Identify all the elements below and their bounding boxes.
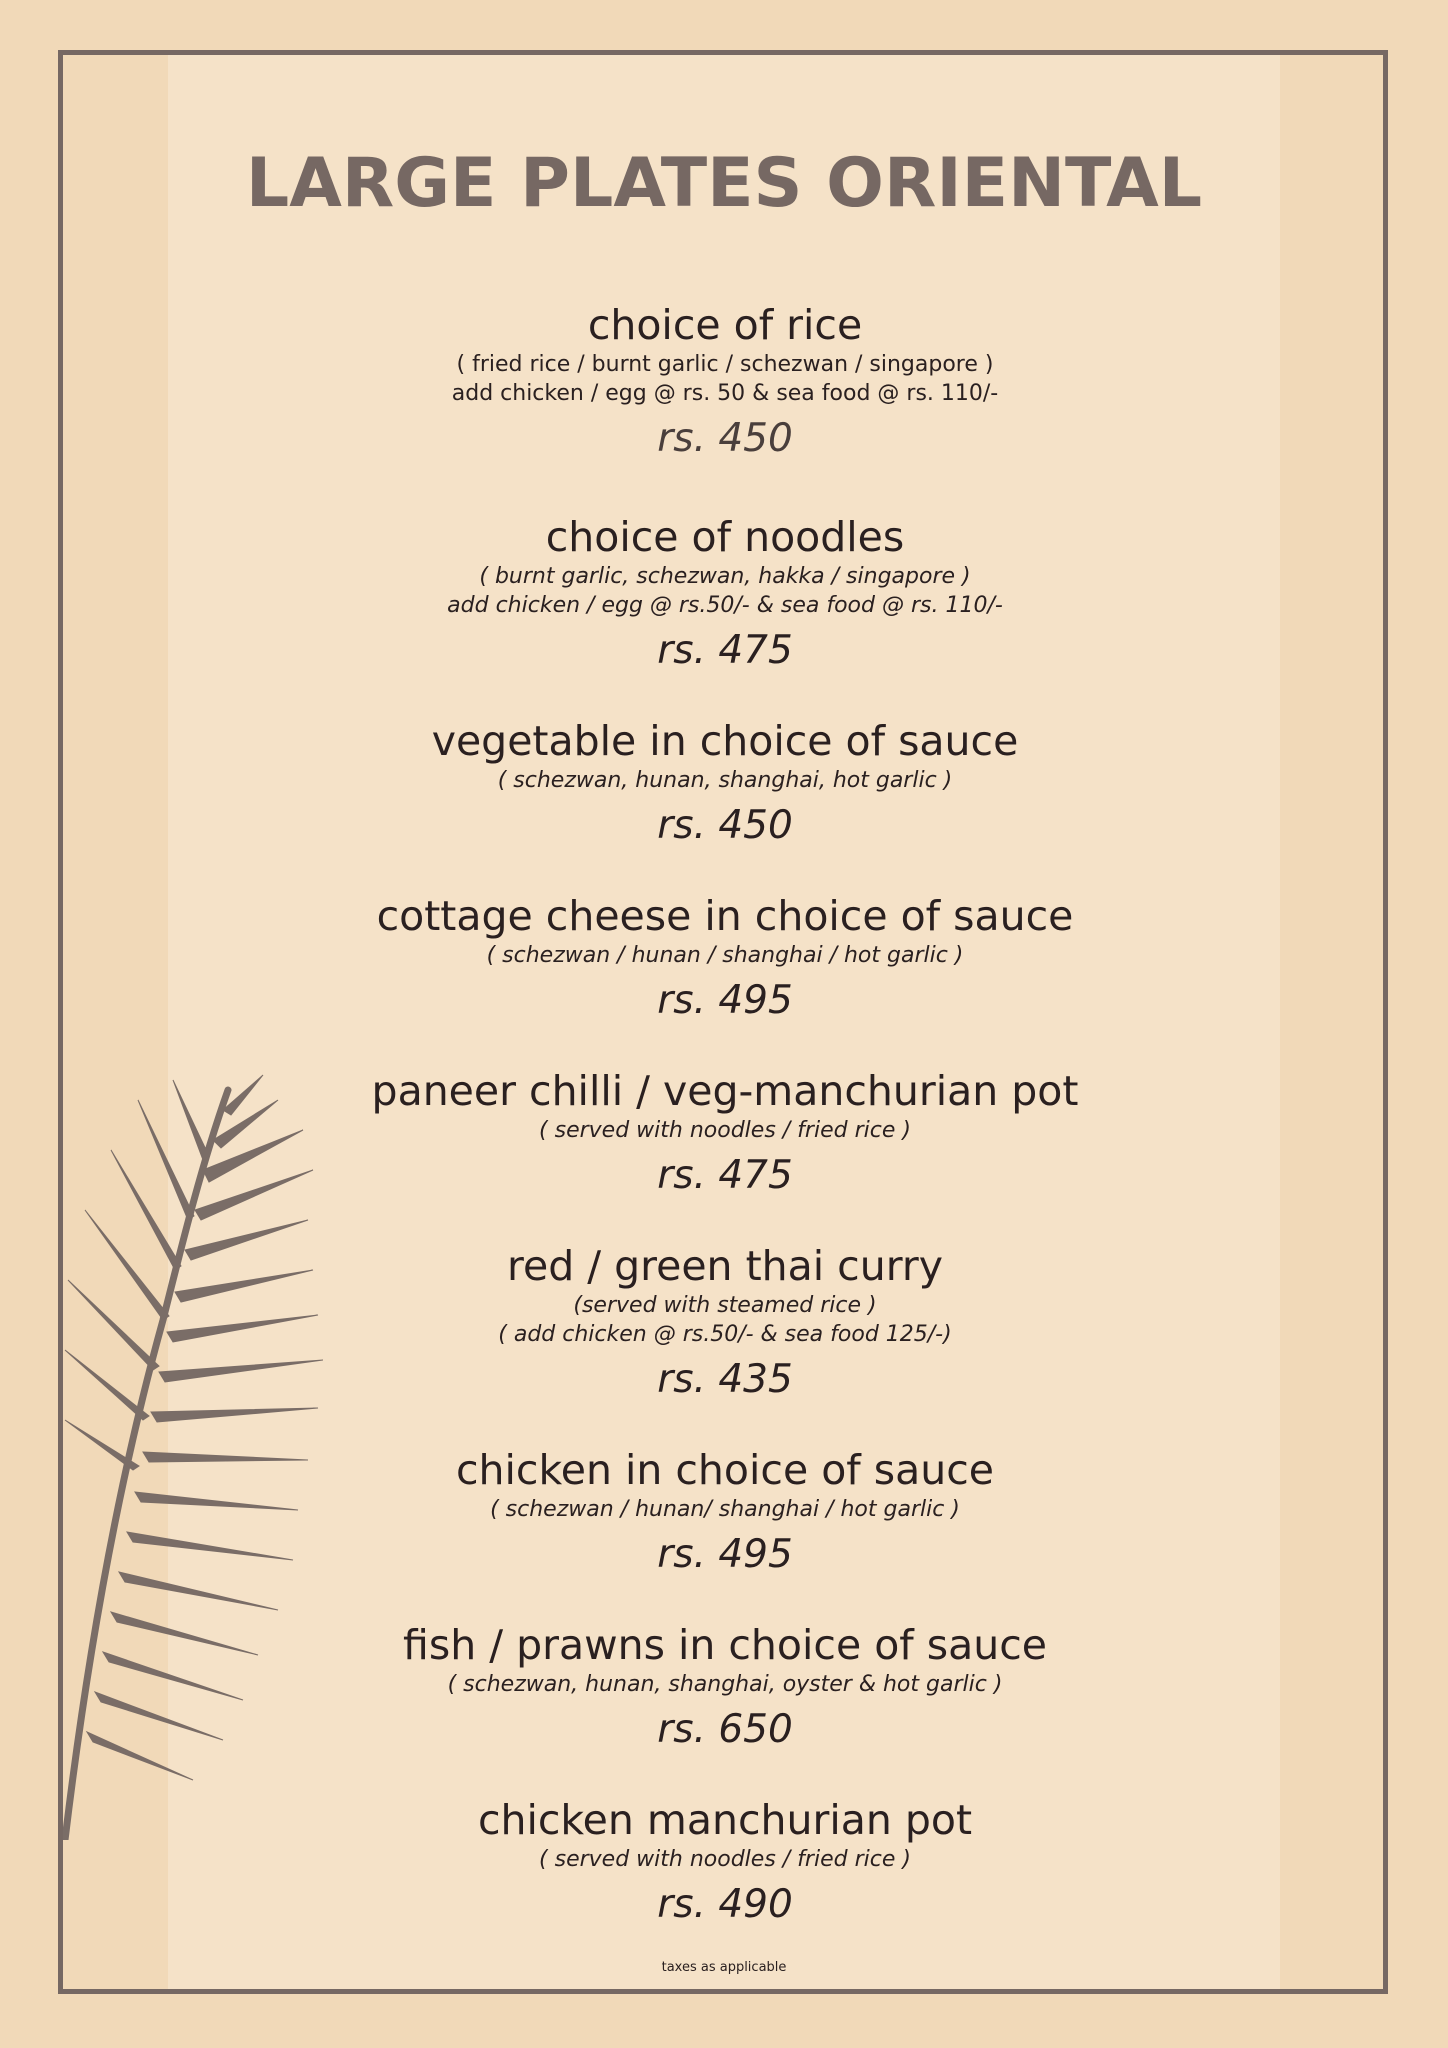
menu-title: LARGE PLATES ORIENTAL [245, 144, 1203, 223]
menu-item [330, 1795, 1120, 1930]
menu-item-price: rs. 495 [657, 978, 793, 1023]
menu-item-price: rs. 475 [657, 1153, 793, 1198]
menu-item [330, 1620, 1120, 1755]
menu-item-description: (served with steamed rice ) [573, 1293, 877, 1318]
menu-item-name: choice of rice [587, 301, 863, 349]
menu-item-description: add chicken / egg @ rs.50/- & sea food @ rs. 110/- [447, 593, 1003, 618]
menu-item-price: rs. 435 [657, 1357, 793, 1402]
menu-item [330, 891, 1120, 1026]
menu-item-description: add chicken / egg @ rs. 50 & sea food @ rs. 110/- [451, 381, 999, 406]
menu-item [330, 716, 1120, 851]
menu-item [330, 512, 1120, 676]
menu-item-description: ( served with noodles / fried rice ) [539, 1847, 911, 1872]
menu-item-name: choice of noodles [545, 513, 905, 561]
menu-item-name: vegetable in choice of sauce [431, 717, 1019, 765]
menu-item-description: ( schezwan / hunan/ shanghai / hot garlic ) [490, 1497, 960, 1522]
menu-item-name: cottage cheese in choice of sauce [376, 892, 1074, 940]
menu-item [330, 1066, 1120, 1201]
menu-item-price: rs. 490 [657, 1882, 793, 1927]
menu-item-price: rs. 475 [657, 628, 793, 673]
menu-item-description: ( schezwan / hunan / shanghai / hot garlic ) [486, 943, 964, 968]
menu-item [330, 1241, 1120, 1405]
menu-item-name: chicken in choice of sauce [456, 1446, 994, 1494]
menu-item-name: chicken manchurian pot [477, 1796, 973, 1844]
palm-leaf-icon [63, 1070, 323, 1840]
menu-item-price: rs. 450 [657, 803, 793, 848]
menu-item [330, 300, 1120, 464]
menu-item-name: red / green thai curry [507, 1242, 943, 1290]
menu-item-name: paneer chilli / veg-manchurian pot [371, 1067, 1079, 1115]
menu-item-price: rs. 650 [657, 1707, 793, 1752]
taxes-note: taxes as applicable [661, 1960, 787, 1975]
menu-item-description: ( add chicken @ rs.50/- & sea food 125/-) [498, 1322, 952, 1347]
menu-item-description: ( served with noodles / fried rice ) [539, 1118, 911, 1143]
menu-item-description: ( burnt garlic, schezwan, hakka / singapore ) [479, 564, 971, 589]
menu-list [330, 300, 1120, 1930]
menu-item-description: ( fried rice / burnt garlic / schezwan / singapore ) [456, 352, 994, 377]
menu-item-name: fish / prawns in choice of sauce [403, 1621, 1047, 1669]
menu-item [330, 1445, 1120, 1580]
menu-item-price: rs. 495 [657, 1532, 793, 1577]
menu-item-description: ( schezwan, hunan, shanghai, oyster & hot garlic ) [447, 1672, 1003, 1697]
menu-item-price: rs. 450 [657, 416, 793, 461]
menu-item-description: ( schezwan, hunan, shanghai, hot garlic ) [497, 768, 953, 793]
